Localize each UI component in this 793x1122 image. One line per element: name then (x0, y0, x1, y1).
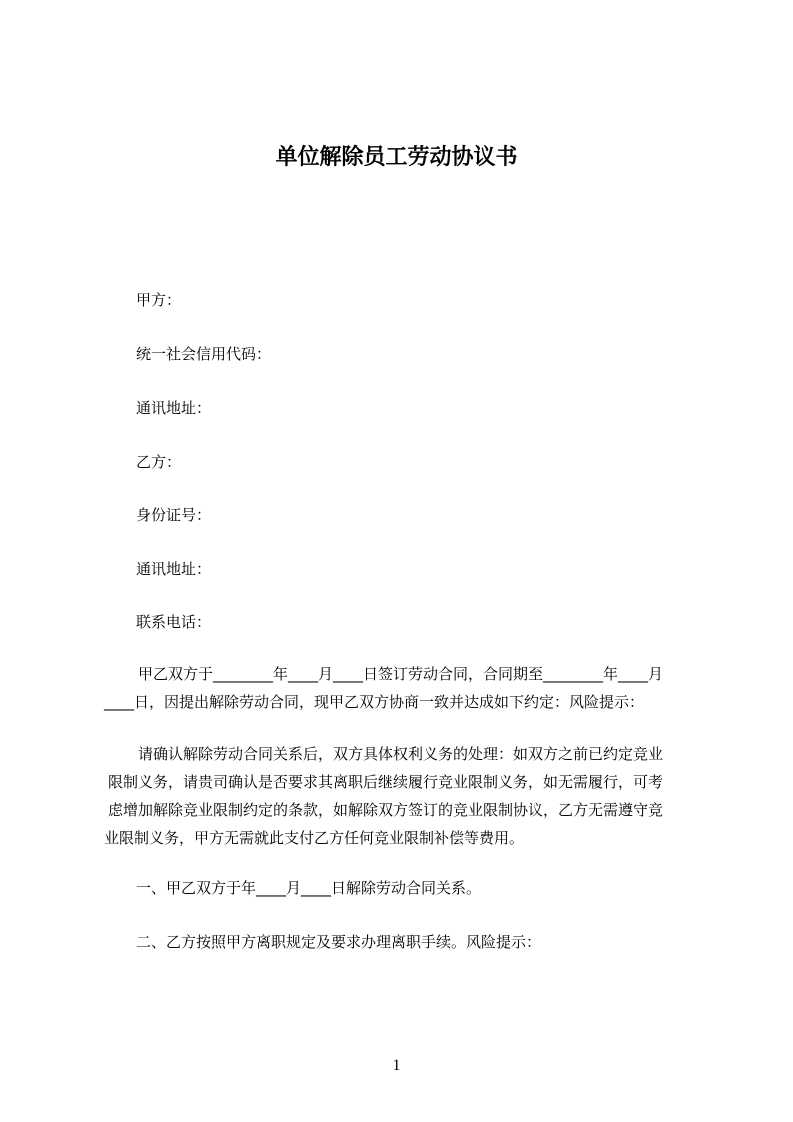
page-number: 1 (392, 1057, 401, 1074)
party-a-label: 甲方： (136, 291, 182, 309)
address-a-label: 通讯地址： (136, 399, 212, 417)
contract-dates-paragraph (104, 660, 696, 716)
paragraph-line: 业限制义务，甲方无需就此支付乙方任何竞业限制补偿等费用。 (104, 829, 525, 847)
document-title: 单位解除员工劳动协议书 (275, 145, 518, 170)
paragraph-line: 请确认解除劳动合同关系后，双方具体权利义务的处理：如双方之前已约定竞业 (138, 745, 664, 763)
address-b-label: 通讯地址： (136, 560, 212, 578)
party-b-label: 乙方： (136, 453, 182, 471)
risk-notice-paragraph (104, 740, 696, 852)
clause-one: 一、甲乙双方于年____月____日解除劳动合同关系。 (136, 879, 482, 897)
paragraph-line: 甲乙双方于________年____月____日签订劳动合同，合同期至________年____月 (138, 665, 664, 683)
phone-label: 联系电话： (136, 613, 212, 631)
paragraph-line: 限制义务，请贵司确认是否要求其离职后继续履行竞业限制义务，如无需履行，可考 (108, 773, 664, 791)
id-number-label: 身份证号： (136, 506, 212, 524)
clause-two: 二、乙方按照甲方离职规定及要求办理离职手续。风险提示： (136, 933, 542, 951)
paragraph-line: 虑增加解除竞业限制约定的条款，如解除双方签订的竞业限制协议，乙方无需遵守竞 (108, 801, 664, 819)
credit-code-label: 统一社会信用代码： (136, 345, 272, 363)
paragraph-line: ____日，因提出解除劳动合同，现甲乙双方协商一致并达成如下约定：风险提示： (104, 693, 645, 711)
